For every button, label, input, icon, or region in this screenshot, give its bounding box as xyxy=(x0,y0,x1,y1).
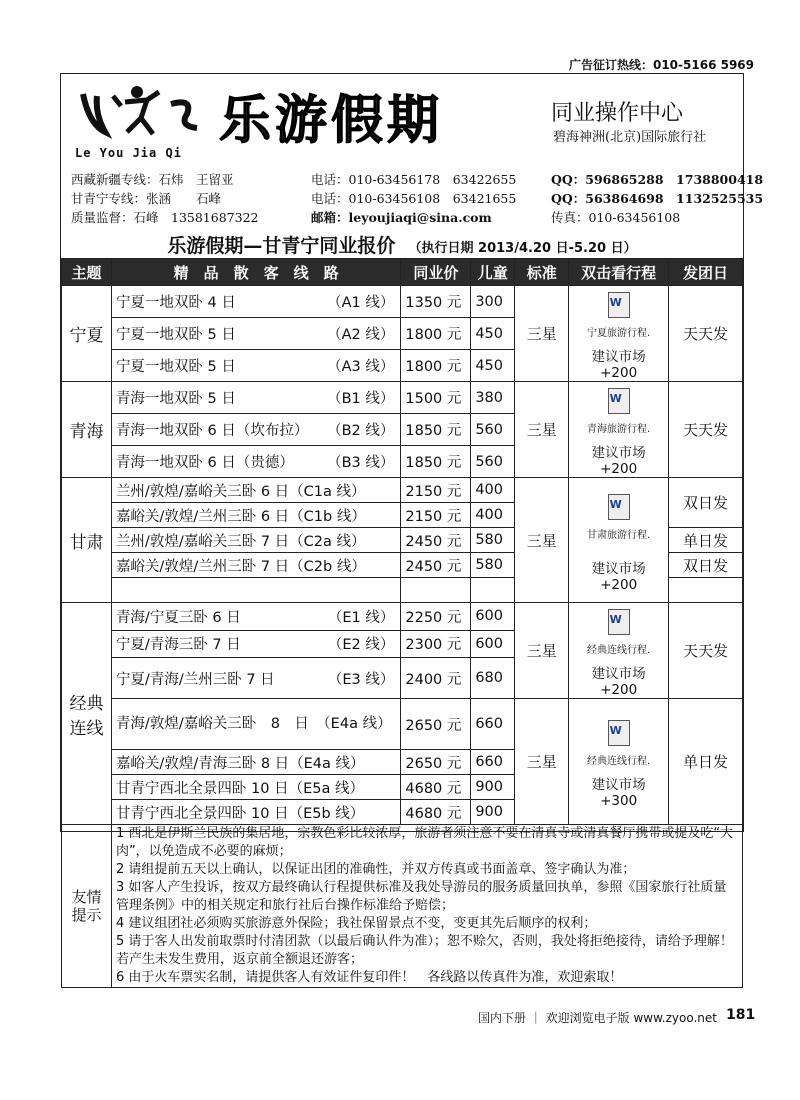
table-row xyxy=(62,603,743,631)
word-doc-icon[interactable]: W xyxy=(608,494,630,520)
empty-cell xyxy=(669,578,743,603)
price-cell: 2450 元 xyxy=(401,553,471,578)
empty-cell xyxy=(471,578,515,603)
empty-cell xyxy=(111,578,400,603)
price-cell: 1800 元 xyxy=(401,350,471,382)
word-doc-icon[interactable]: W xyxy=(608,292,630,318)
price-title xyxy=(61,231,743,255)
tip-item: 4 建议组团社必须购买旅游意外保险；我社保留景点不变，变更其先后顺序的权利； xyxy=(115,916,597,931)
route-cell: 甘青宁西北全景四卧 10 日（E5a 线） xyxy=(111,775,400,800)
itinerary-doc[interactable]: W 宁夏旅游行程. 建议市场+200 xyxy=(569,286,669,382)
route-cell: 兰州/敦煌/嘉峪关三卧 6 日（C1a 线） xyxy=(111,478,400,503)
route-cell: 宁夏一地双卧 5 日 （A2 线） xyxy=(111,318,400,350)
contact-fax: 传真：010-63456108 xyxy=(551,210,681,225)
col-header: 标准 xyxy=(515,259,569,286)
contact-name: 甘青宁专线：张涵 石峰 xyxy=(71,191,222,206)
col-header: 精 品 散 客 线 路 xyxy=(111,259,400,286)
col-header: 同业价 xyxy=(401,259,471,286)
price-cell: 2650 元 xyxy=(401,699,471,750)
price-cell: 2450 元 xyxy=(401,528,471,553)
table-row xyxy=(62,382,743,414)
price-cell: 4680 元 xyxy=(401,800,471,825)
theme-cell: 甘肃 xyxy=(62,478,112,603)
departure-cell: 天天发 xyxy=(669,286,743,382)
col-header: 发团日 xyxy=(669,259,743,286)
standard-cell: 三星 xyxy=(515,699,569,825)
child-price-cell: 900 xyxy=(471,775,515,800)
theme-cell: 宁夏 xyxy=(62,286,112,382)
child-price-cell: 300 xyxy=(471,286,515,318)
price-cell: 1850 元 xyxy=(401,414,471,446)
page-number: 181 xyxy=(726,1007,756,1023)
itinerary-doc[interactable]: W 经典连线行程. 建议市场+200 xyxy=(569,603,669,699)
departure-cell: 天天发 xyxy=(669,603,743,699)
standard-cell: 三星 xyxy=(515,382,569,478)
child-price-cell: 450 xyxy=(471,318,515,350)
col-header: 双击看行程 xyxy=(569,259,669,286)
tip-item: 1 西北是伊斯兰民族的集居地，宗教色彩比较浓厚，旅游者须注意不要在清真寺或清真餐厅携带或提及吃“大肉”，以免造成不必要的麻烦； xyxy=(115,826,734,859)
empty-cell xyxy=(401,578,471,603)
child-price-cell: 380 xyxy=(471,382,515,414)
standard-cell: 三星 xyxy=(515,286,569,382)
word-doc-icon[interactable]: W xyxy=(608,388,630,414)
tips-label: 友情提示 xyxy=(62,825,112,988)
route-cell: 嘉峪关/敦煌/兰州三卧 6 日（C1b 线） xyxy=(111,503,400,528)
child-price-cell: 580 xyxy=(471,528,515,553)
route-cell: 兰州/敦煌/嘉峪关三卧 7 日（C2a 线） xyxy=(111,528,400,553)
contact-phone: 电话：010-63456178 63422655 xyxy=(311,172,517,187)
price-cell: 2400 元 xyxy=(401,658,471,699)
contact-name: 质量监督：石峰 13581687322 xyxy=(71,210,259,225)
table-row xyxy=(62,699,743,750)
child-price-cell: 560 xyxy=(471,446,515,478)
child-price-cell: 600 xyxy=(471,630,515,658)
header xyxy=(61,74,764,226)
contact-qq: QQ：596865288 1738800418 xyxy=(551,172,764,187)
price-sheet xyxy=(60,73,764,985)
child-price-cell: 580 xyxy=(471,553,515,578)
route-cell: 青海一地双卧 5 日 （B1 线） xyxy=(111,382,400,414)
col-header: 儿童 xyxy=(471,259,515,286)
price-cell: 1800 元 xyxy=(401,318,471,350)
route-cell: 青海一地双卧 6 日（坎布拉） （B2 线） xyxy=(111,414,400,446)
contact-qq: QQ：563864698 1132525535 xyxy=(551,191,764,206)
price-cell: 2250 元 xyxy=(401,603,471,631)
tips-row xyxy=(62,825,743,988)
departure-cell: 天天发 xyxy=(669,382,743,478)
agency-name: 碧海神洲(北京)国际旅行社 xyxy=(553,130,707,145)
brand-subtitle: 同业操作中心 xyxy=(551,101,684,126)
price-cell: 2650 元 xyxy=(401,750,471,775)
logo-figure-icon xyxy=(75,84,205,142)
route-cell: 嘉峪关/敦煌/青海三卧 8 日（E4a 线） xyxy=(111,750,400,775)
child-price-cell: 900 xyxy=(471,800,515,825)
theme-cell: 青海 xyxy=(62,382,112,478)
validity-dates: （执行日期 2013/4.20 日-5.20 日） xyxy=(408,241,637,256)
contact-phone: 电话：010-63456108 63421655 xyxy=(311,191,517,206)
price-cell: 1850 元 xyxy=(401,446,471,478)
table-header xyxy=(62,259,743,286)
col-header: 主题 xyxy=(62,259,112,286)
table-row xyxy=(62,478,743,503)
departure-cell: 单日发 xyxy=(669,528,743,553)
tip-item: 2 请组提前五天以上确认，以保证出团的准确性，并双方传真或书面盖章、签字确认为准； xyxy=(115,862,636,877)
word-doc-icon[interactable]: W xyxy=(608,609,630,635)
route-cell: 青海一地双卧 6 日（贵德） （B3 线） xyxy=(111,446,400,478)
child-price-cell: 660 xyxy=(471,750,515,775)
child-price-cell: 560 xyxy=(471,414,515,446)
contact-name: 西藏新疆专线：石炜 王留亚 xyxy=(71,172,234,187)
price-cell: 1350 元 xyxy=(401,286,471,318)
route-cell: 宁夏/青海三卧 7 日 （E2 线） xyxy=(111,630,400,658)
route-cell: 宁夏一地双卧 4 日 （A1 线） xyxy=(111,286,400,318)
child-price-cell: 600 xyxy=(471,603,515,631)
itinerary-doc[interactable]: W 甘肃旅游行程. 建议市场+200 xyxy=(569,478,669,603)
price-table xyxy=(61,258,743,988)
tip-item: 6 由于火车票实名制，请提供客人有效证件复印件！ 各线路以传真件为准，欢迎索取！ xyxy=(115,970,623,985)
route-cell: 甘青宁西北全景四卧 10 日（E5b 线） xyxy=(111,800,400,825)
itinerary-doc[interactable]: W 青海旅游行程. 建议市场+200 xyxy=(569,382,669,478)
child-price-cell: 400 xyxy=(471,503,515,528)
standard-cell: 三星 xyxy=(515,603,569,699)
theme-cell: 经典连线 xyxy=(62,603,112,825)
contact-email: 邮箱：leyoujiaqi@sina.com xyxy=(311,210,492,225)
child-price-cell: 450 xyxy=(471,350,515,382)
price-cell: 4680 元 xyxy=(401,775,471,800)
route-cell: 宁夏一地双卧 5 日 （A3 线） xyxy=(111,350,400,382)
brand-name: 乐游假期 xyxy=(219,90,444,151)
price-cell: 2150 元 xyxy=(401,503,471,528)
child-price-cell: 660 xyxy=(471,699,515,750)
logo-text: Le You Jia Qi xyxy=(75,146,182,160)
child-price-cell: 680 xyxy=(471,658,515,699)
itinerary-doc[interactable]: W 经典连线行程. 建议市场+300 xyxy=(569,699,669,825)
word-doc-icon[interactable]: W xyxy=(608,720,630,746)
price-cell: 1500 元 xyxy=(401,382,471,414)
departure-cell: 双日发 xyxy=(669,478,743,528)
tip-item: 5 请于客人出发前取票时付清团款（以最后确认件为准）；恕不赊欠，否则，我处将拒绝接待，请给予理解！若产生未发生费用，返京前全额退还游客； xyxy=(115,934,733,967)
table-row xyxy=(62,286,743,318)
route-cell: 青海/宁夏三卧 6 日 （E1 线） xyxy=(111,603,400,631)
departure-cell: 双日发 xyxy=(669,553,743,578)
tips-list xyxy=(111,825,742,988)
departure-cell: 单日发 xyxy=(669,699,743,825)
standard-cell: 三星 xyxy=(515,478,569,603)
route-cell: 青海/敦煌/嘉峪关三卧 8 日 （E4a 线） xyxy=(111,699,400,750)
route-cell: 嘉峪关/敦煌/兰州三卧 7 日（C2b 线） xyxy=(111,553,400,578)
tip-item: 3 如客人产生投诉，按双方最终确认行程提供标准及我处导游员的服务质量回执单，参照《国家旅行社质量管理条例》中的相关规定和旅行社后台操作标准给予赔偿； xyxy=(115,880,727,913)
child-price-cell: 400 xyxy=(471,478,515,503)
page-title: 乐游假期—甘青宁同业报价 xyxy=(167,235,396,257)
price-cell: 2300 元 xyxy=(401,630,471,658)
footer-text: 国内下册 ｜ 欢迎浏览电子版 www.zyoo.net xyxy=(478,1011,717,1025)
route-cell: 宁夏/青海/兰州三卧 7 日 （E3 线） xyxy=(111,658,400,699)
price-cell: 2150 元 xyxy=(401,478,471,503)
ad-hotline: 广告征订热线：010-5166 5969 xyxy=(568,58,754,72)
